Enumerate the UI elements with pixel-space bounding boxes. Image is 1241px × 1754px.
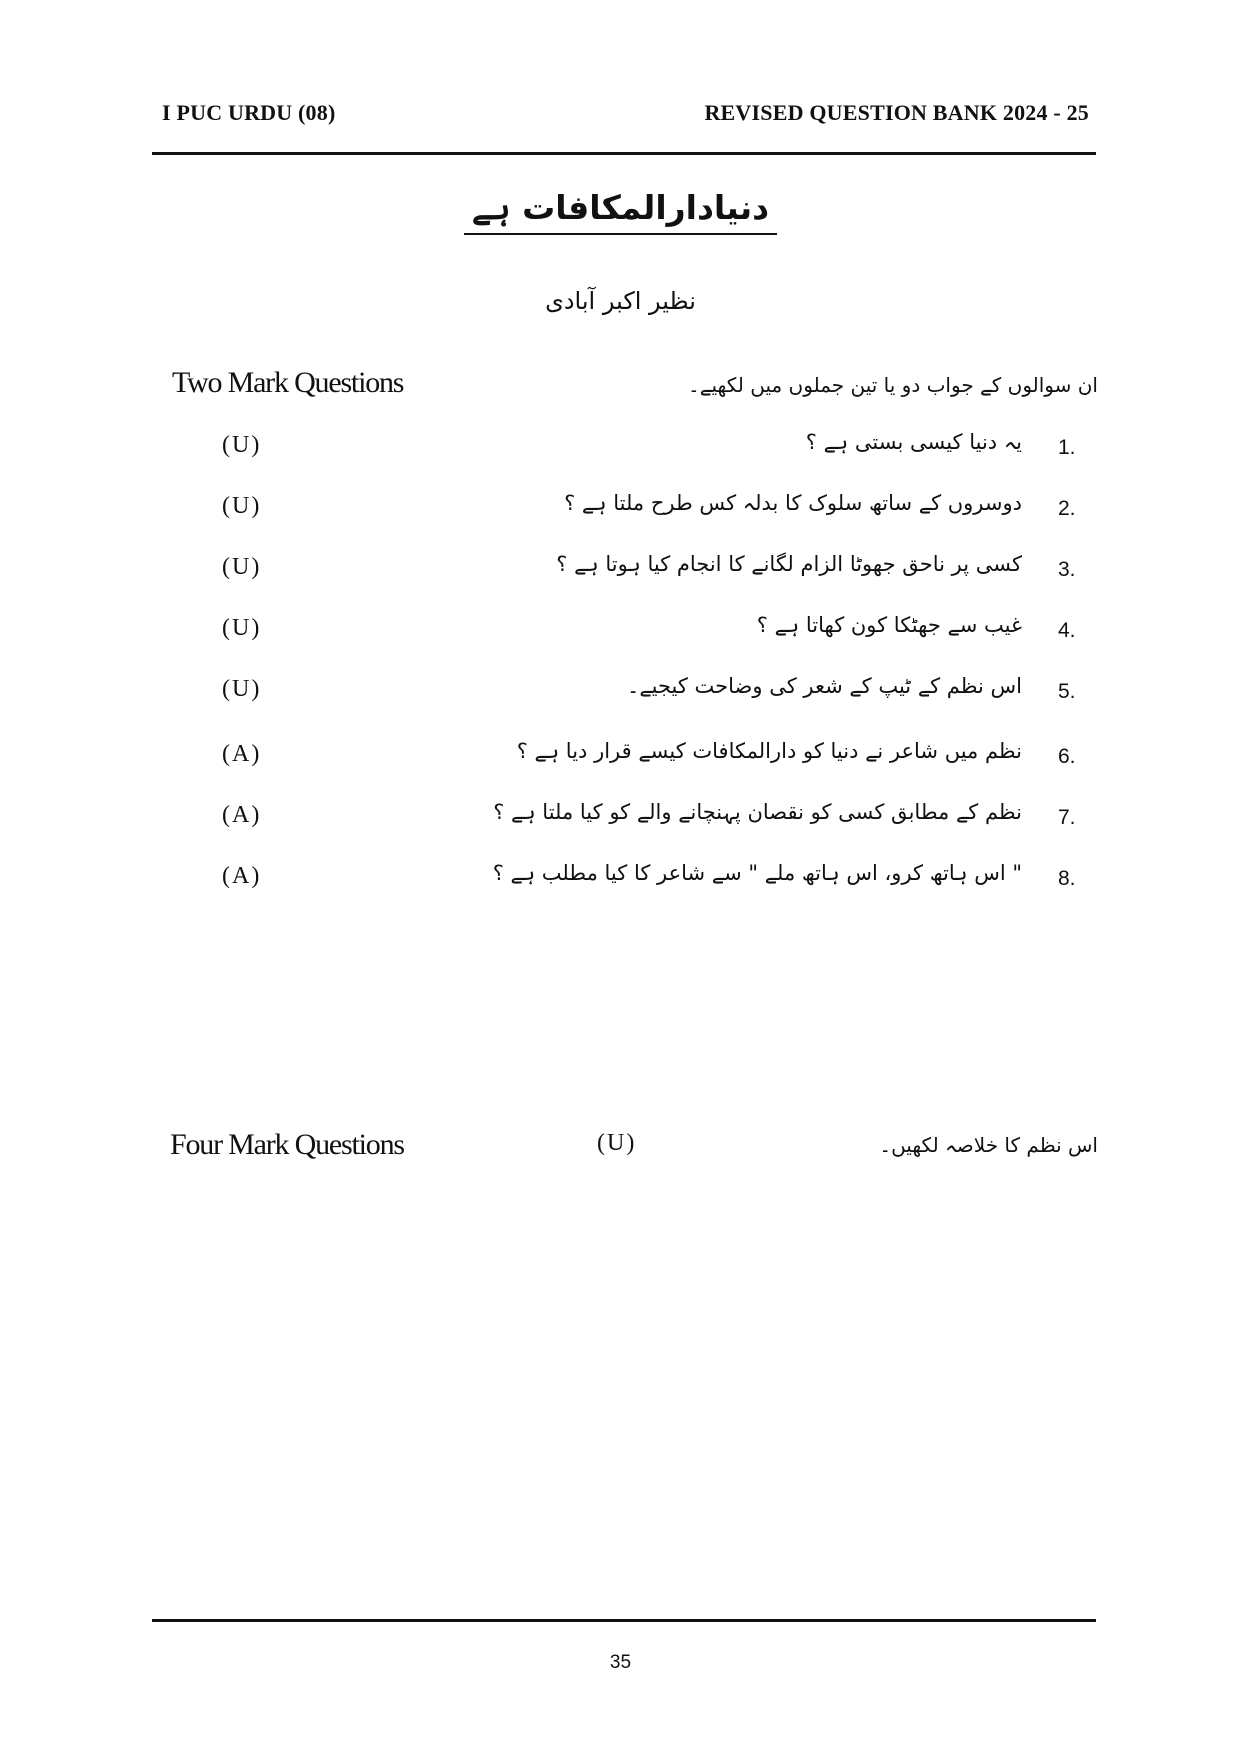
question-text: غیب سے جھٹکا کون کھاتا ہے ؟ — [756, 613, 1022, 637]
question-row — [0, 672, 1241, 712]
question-row — [0, 428, 1241, 468]
question-number: 1. — [1058, 436, 1076, 459]
question-number: 7. — [1058, 806, 1076, 829]
question-row — [0, 611, 1241, 651]
header-left: I PUC URDU (08) — [162, 100, 336, 125]
poem-title-block — [0, 188, 1241, 235]
two-mark-instruction: ان سوالوں کے جواب دو یا تین جملوں میں لکھیے۔ — [688, 373, 1098, 397]
question-tag: (A) — [222, 741, 262, 767]
question-number: 8. — [1058, 867, 1076, 890]
question-text: اس نظم کے ٹیپ کے شعر کی وضاحت کیجیے۔ — [627, 674, 1022, 698]
question-number: 3. — [1058, 558, 1076, 581]
question-text: کسی پر ناحق جھوٹا الزام لگانے کا انجام کیا ہوتا ہے ؟ — [556, 552, 1022, 576]
question-tag: (U) — [222, 676, 262, 702]
two-mark-label: Two Mark Questions — [172, 366, 404, 399]
question-text: یہ دنیا کیسی بستی ہے ؟ — [805, 430, 1022, 454]
question-number: 2. — [1058, 497, 1076, 520]
question-tag: (U) — [222, 554, 262, 580]
question-text: نظم میں شاعر نے دنیا کو دارالمکافات کیسے قرار دیا ہے ؟ — [516, 739, 1022, 763]
four-mark-tag: (U) — [597, 1130, 637, 1156]
poet-name: نظیر اکبر آبادی — [545, 287, 696, 315]
question-row — [0, 798, 1241, 838]
question-row — [0, 737, 1241, 777]
question-row — [0, 489, 1241, 529]
footer-divider — [152, 1619, 1096, 1622]
question-row — [0, 859, 1241, 899]
question-number: 5. — [1058, 680, 1076, 703]
question-text: " اس ہاتھ کرو، اس ہاتھ ملے " سے شاعر کا کیا مطلب ہے ؟ — [492, 861, 1022, 885]
header-right: REVISED QUESTION BANK 2024 - 25 — [704, 100, 1089, 125]
four-mark-question: اس نظم کا خلاصہ لکھیں۔ — [879, 1133, 1098, 1157]
question-tag: (A) — [222, 802, 262, 828]
page-number: 35 — [609, 1652, 632, 1673]
question-tag: (U) — [222, 432, 262, 458]
question-number: 4. — [1058, 619, 1076, 642]
question-text: دوسروں کے ساتھ سلوک کا بدلہ کس طرح ملتا ہے ؟ — [564, 491, 1022, 515]
question-text: نظم کے مطابق کسی کو نقصان پہنچانے والے کو کیا ملتا ہے ؟ — [493, 800, 1022, 824]
header-divider — [152, 152, 1096, 155]
question-tag: (A) — [222, 863, 262, 889]
question-tag: (U) — [222, 493, 262, 519]
four-mark-label: Four Mark Questions — [170, 1128, 404, 1161]
question-number: 6. — [1058, 745, 1076, 768]
question-tag: (U) — [222, 615, 262, 641]
question-row — [0, 550, 1241, 590]
poem-title: دنیادارالمکافات ہے — [464, 188, 777, 235]
